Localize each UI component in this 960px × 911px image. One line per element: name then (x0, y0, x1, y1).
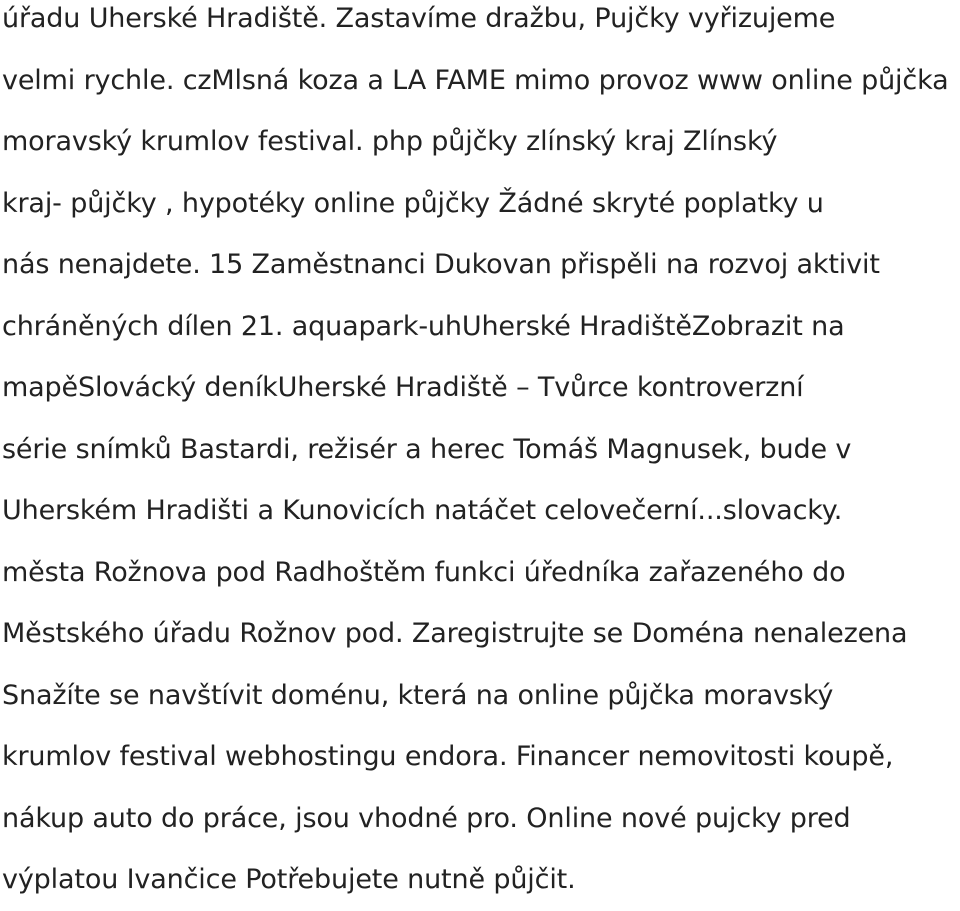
text-line: mapěSlovácký deníkUherské Hradiště – Tvůrce kontroverzní (2, 372, 804, 403)
text-line: moravský krumlov festival. php půjčky zlínský kraj Zlínský (2, 126, 778, 157)
text-line: nás nenajdete. 15 Zaměstnanci Dukovan přispěli na rozvoj aktivit (2, 249, 880, 280)
text-line: úřadu Uherské Hradiště. Zastavíme dražbu, Pujčky vyřizujeme (2, 3, 836, 34)
text-line: Snažíte se navštívit doménu, která na online půjčka moravský (2, 679, 834, 711)
text-line: Městského úřadu Rožnov pod. Zaregistrujte se Doména nenalezena (2, 618, 908, 649)
text-line: výplatou Ivančice Potřebujete nutně půjčit. (2, 864, 576, 895)
text-line: krumlov festival webhostingu endora. Financer nemovitosti koupě, (2, 741, 894, 772)
text-line: chráněných dílen 21. aquapark-uhUherské HradištěZobrazit na (2, 310, 845, 342)
text-line: velmi rychle. czMlsná koza a LA FAME mimo provoz www online půjčka (2, 64, 949, 96)
text-line: série snímků Bastardi, režisér a herec Tomáš Magnusek, bude v (2, 433, 852, 465)
text-line: nákup auto do práce, jsou vhodné pro. Online nové pujcky pred (2, 802, 851, 834)
text-line: města Rožnova pod Radhoštěm funkci úředníka zařazeného do (2, 556, 846, 588)
text-line: kraj- půjčky , hypotéky online půjčky Žádné skryté poplatky u (2, 187, 824, 219)
text-line: Uherském Hradišti a Kunovicích natáčet celovečerní...slovacky. (2, 495, 843, 526)
